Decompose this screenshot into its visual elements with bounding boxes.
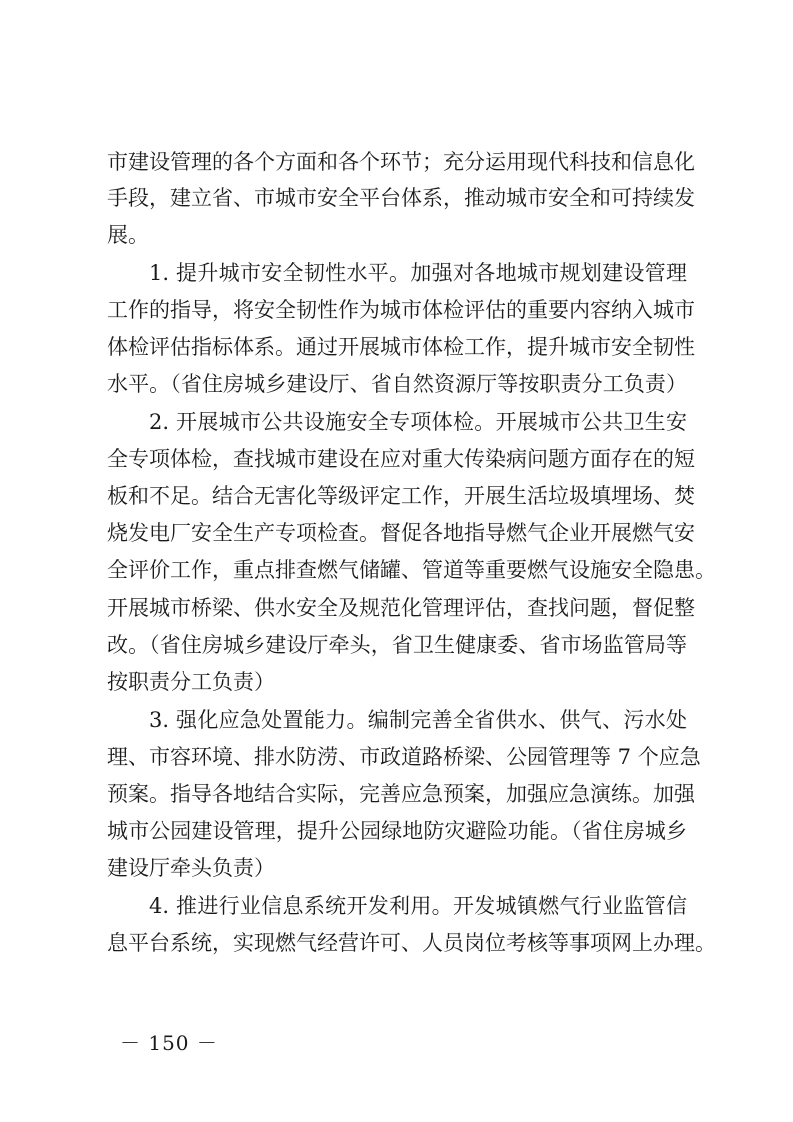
text-line: 息平台系统，实现燃气经营许可、人员岗位考核等事项网上办理。 xyxy=(107,931,716,955)
text-line: 体检评估指标体系。通过开展城市体检工作，提升城市安全韧性 xyxy=(107,335,695,359)
paragraph-2-heading-line: 2. 开展城市公共设施安全专项体检。开展城市公共卫生安 xyxy=(149,410,687,434)
text-line: 水平。（省住房城乡建设厅、省自然资源厅等按职责分工负责） xyxy=(107,372,687,396)
text-line: 城市公园建设管理，提升公园绿地防灾避险功能。（省住房城乡 xyxy=(107,819,687,843)
text-line: 改。（省住房城乡建设厅牵头，省卫生健康委、省市场监管局等 xyxy=(107,633,687,657)
text-line: 建设厅牵头负责） xyxy=(107,856,275,880)
text-line: 市建设管理的各个方面和各个环节；充分运用现代科技和信息化 xyxy=(107,150,695,174)
paragraph-3-heading-line: 3. 强化应急处置能力。编制完善全省供水、供气、污水处 xyxy=(149,708,687,732)
text-line: 全评价工作，重点排查燃气储罐、管道等重要燃气设施安全隐患。 xyxy=(107,558,716,582)
text-line: 展。 xyxy=(107,223,149,247)
text-line: 按职责分工负责） xyxy=(107,670,275,694)
text-line: 烧发电厂安全生产专项检查。督促各地指导燃气企业开展燃气安 xyxy=(107,521,695,545)
text-line: 预案。指导各地结合实际，完善应急预案，加强应急演练。加强 xyxy=(107,782,695,806)
paragraph-1-heading-line: 1. 提升城市安全韧性水平。加强对各地城市规划建设管理 xyxy=(149,261,687,285)
text-line: 板和不足。结合无害化等级评定工作，开展生活垃圾填埋场、焚 xyxy=(107,484,695,508)
text-line: 手段，建立省、市城市安全平台体系，推动城市安全和可持续发 xyxy=(107,186,695,210)
text-line: 理、市容环境、排水防涝、市政道路桥梁、公园管理等 7 个应急 xyxy=(107,745,701,769)
text-line: 工作的指导，将安全韧性作为城市体检评估的重要内容纳入城市 xyxy=(107,298,695,322)
text-line: 开展城市桥梁、供水安全及规范化管理评估，查找问题，督促整 xyxy=(107,596,695,620)
text-line: 全专项体检，查找城市建设在应对重大传染病问题方面存在的短 xyxy=(107,447,695,471)
page-number: － 150 － xyxy=(120,1031,218,1055)
paragraph-4-heading-line: 4. 推进行业信息系统开发利用。开发城镇燃气行业监管信 xyxy=(149,894,687,918)
